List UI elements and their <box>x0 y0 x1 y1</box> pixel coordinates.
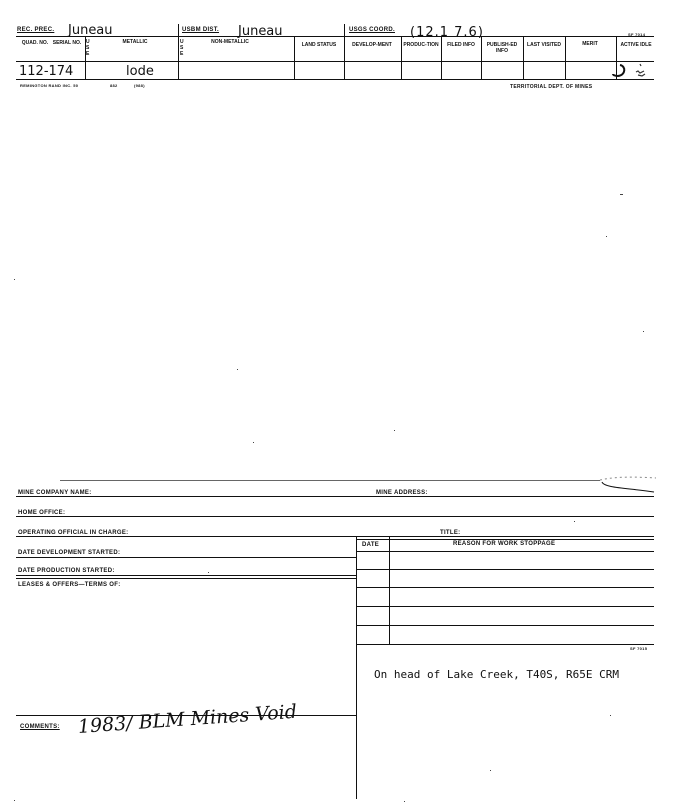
col-published-info: PUBLISH-ED INFO <box>486 42 518 54</box>
col-filed-info: FILED INFO <box>447 42 475 48</box>
reason-header: REASON FOR WORK STOPPAGE <box>453 541 556 547</box>
location-note: On head of Lake Creek, T40S, R65E CRM <box>374 668 620 681</box>
card-top-edge <box>60 480 600 481</box>
stoppage-row-rule <box>356 569 654 570</box>
center-divider <box>356 536 357 799</box>
row-bottom-rule <box>16 79 654 80</box>
col-land-status: LAND STATUS <box>301 42 337 48</box>
usgs-coord-label: USGS COORD. <box>349 27 395 33</box>
col-merit: MERIT <box>582 41 598 47</box>
mine-company-label: MINE COMPANY NAME: <box>18 490 92 496</box>
usbm-dist-value: Juneau <box>238 24 283 39</box>
date-dev-rule <box>16 557 356 558</box>
active-idle-mark <box>608 60 654 82</box>
usbm-dist-label: USBM DIST. <box>182 27 220 33</box>
date-production-label: DATE PRODUCTION STARTED: <box>18 568 115 574</box>
col-divider <box>344 24 345 80</box>
col-last-visited: LAST VISITED <box>527 42 561 48</box>
stoppage-row-rule <box>356 551 654 552</box>
stoppage-row-rule <box>356 625 654 626</box>
form-number-2: SF 7015 <box>630 646 648 651</box>
col-non-metallic: NON-METALLIC <box>211 39 249 45</box>
stoppage-row-rule <box>356 587 654 588</box>
printer-imprint: REMINGTON RAND INC. 50 <box>20 83 79 88</box>
comments-label: COMMENTS: <box>20 724 60 730</box>
rec-prec-underline <box>66 36 174 37</box>
col-quad-no: QUAD. NO. <box>21 40 49 46</box>
mine-address-label: MINE ADDRESS: <box>376 490 428 496</box>
stoppage-row-rule <box>356 606 654 607</box>
col-active-idle: ACTIVE IDLE <box>620 42 652 48</box>
metallic-value: lode <box>126 64 154 79</box>
row-rule <box>16 61 654 62</box>
col-use-2: U S E <box>180 39 184 57</box>
imprint-code-1: 882 <box>110 83 118 88</box>
dept-imprint: TERRITORIAL DEPT. OF MINES <box>510 84 593 90</box>
usgs-coord-value: (12.1 7.6) <box>410 25 484 40</box>
home-office-rule <box>16 516 654 517</box>
col-divider <box>178 24 179 80</box>
col-production: PRODUC-TION <box>403 42 439 48</box>
date-prod-rule <box>16 575 356 576</box>
stoppage-top-rule <box>356 539 654 540</box>
leases-rule <box>16 578 356 579</box>
col-metallic: METALLIC <box>122 39 148 45</box>
col-serial-no: SERIAL NO. <box>52 40 82 46</box>
col-development: DEVELOP-MENT <box>352 42 392 48</box>
title-label: TITLE: <box>440 530 461 536</box>
col-use-1: U S E <box>86 39 90 57</box>
date-development-label: DATE DEVELOPMENT STARTED: <box>18 550 121 556</box>
form-number: SF 7014 <box>628 32 646 37</box>
leases-label: LEASES & OFFERS—TERMS OF: <box>18 582 121 588</box>
home-office-label: HOME OFFICE: <box>18 510 66 516</box>
date-header: DATE <box>362 542 380 548</box>
date-col-divider <box>389 536 390 644</box>
rec-prec-label: REC. PREC. <box>17 27 55 33</box>
card-curl <box>598 474 658 494</box>
rec-prec-value: Juneau <box>68 23 113 38</box>
company-rule <box>16 496 654 497</box>
col-divider <box>294 37 295 79</box>
comments-value: 1983/ BLM Mines Void <box>77 700 298 738</box>
stoppage-row-rule <box>356 644 654 645</box>
imprint-code-2: (988) <box>134 83 145 88</box>
operating-official-label: OPERATING OFFICIAL IN CHARGE: <box>18 530 129 536</box>
serial-value: 112-174 <box>19 64 74 79</box>
official-rule <box>16 536 654 537</box>
